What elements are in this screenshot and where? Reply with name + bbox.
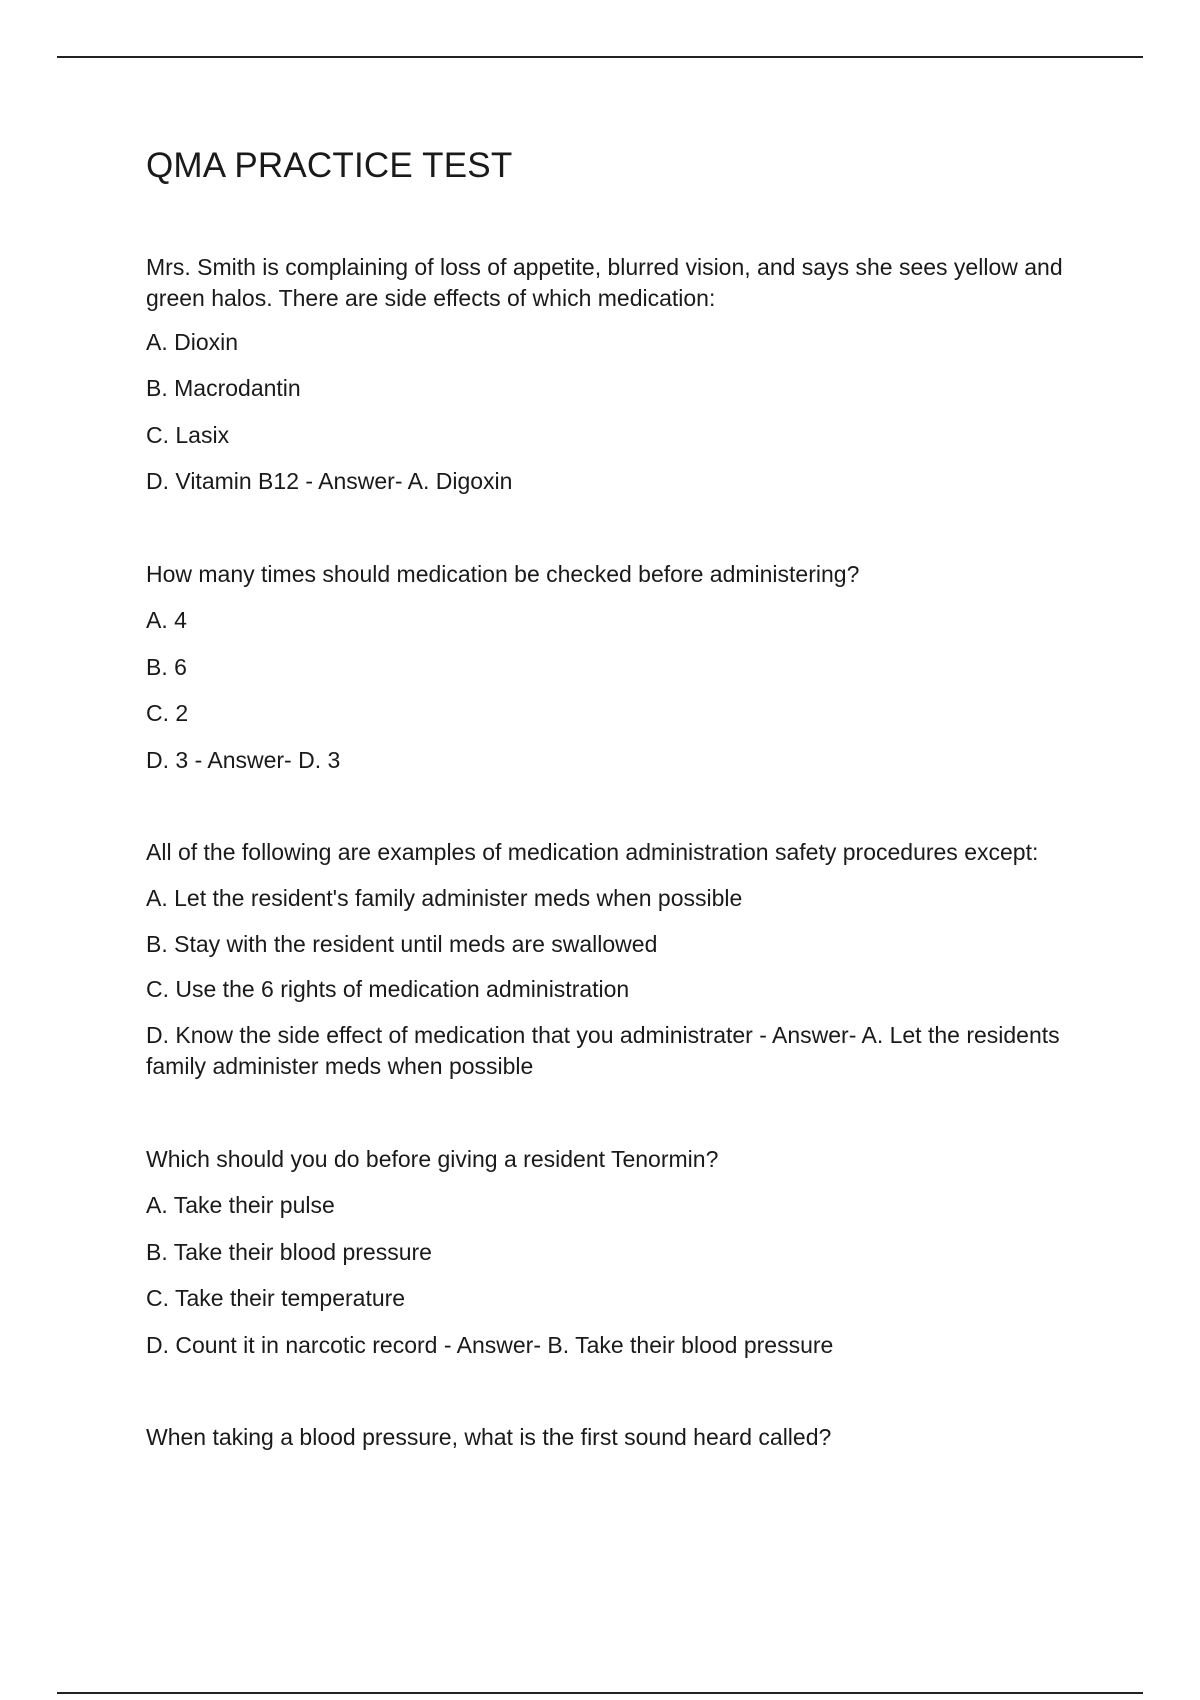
question-block [146,837,1096,1079]
answer-option: B. Macrodantin [146,375,301,401]
document-title: QMA PRACTICE TEST [146,146,513,185]
question-block [146,559,1096,773]
answer-option: B. Take their blood pressure [146,1239,432,1265]
answer-option: A. 4 [146,607,187,633]
answer-option: A. Take their pulse [146,1192,335,1218]
answer-option: D. Count it in narcotic record - Answer- B. Take their blood pressure [146,1332,834,1358]
footer-rule [57,1692,1143,1694]
question-block [146,1422,1096,1453]
question-text: All of the following are examples of medication administration safety procedures except: [146,839,1039,865]
question-text: Mrs. Smith is complaining of loss of appetite, blurred vision, and says she sees yellow and green halos. There are side effects of which medication: [146,254,1063,311]
question-block [146,1144,1096,1358]
answer-option: C. Lasix [146,422,230,448]
header-rule [57,56,1143,58]
answer-option: B. 6 [146,654,187,680]
question-text: How many times should medication be checked before administering? [146,561,860,587]
answer-option: B. Stay with the resident until meds are swallowed [146,931,658,957]
answer-option: D. 3 - Answer- D. 3 [146,747,341,773]
answer-option: C. 2 [146,700,189,726]
answer-option: D. Vitamin B12 - Answer- A. Digoxin [146,468,513,494]
question-text: When taking a blood pressure, what is the first sound heard called? [146,1424,832,1450]
answer-option: C. Take their temperature [146,1285,406,1311]
answer-option: C. Use the 6 rights of medication administration [146,976,630,1002]
question-block [146,252,1096,494]
answer-option: A. Dioxin [146,329,239,355]
answer-option: A. Let the resident's family administer meds when possible [146,885,743,911]
question-text: Which should you do before giving a resident Tenormin? [146,1146,719,1172]
answer-option: D. Know the side effect of medication that you administrater - Answer- A. Let the residents family administer meds when possible [146,1022,1060,1079]
